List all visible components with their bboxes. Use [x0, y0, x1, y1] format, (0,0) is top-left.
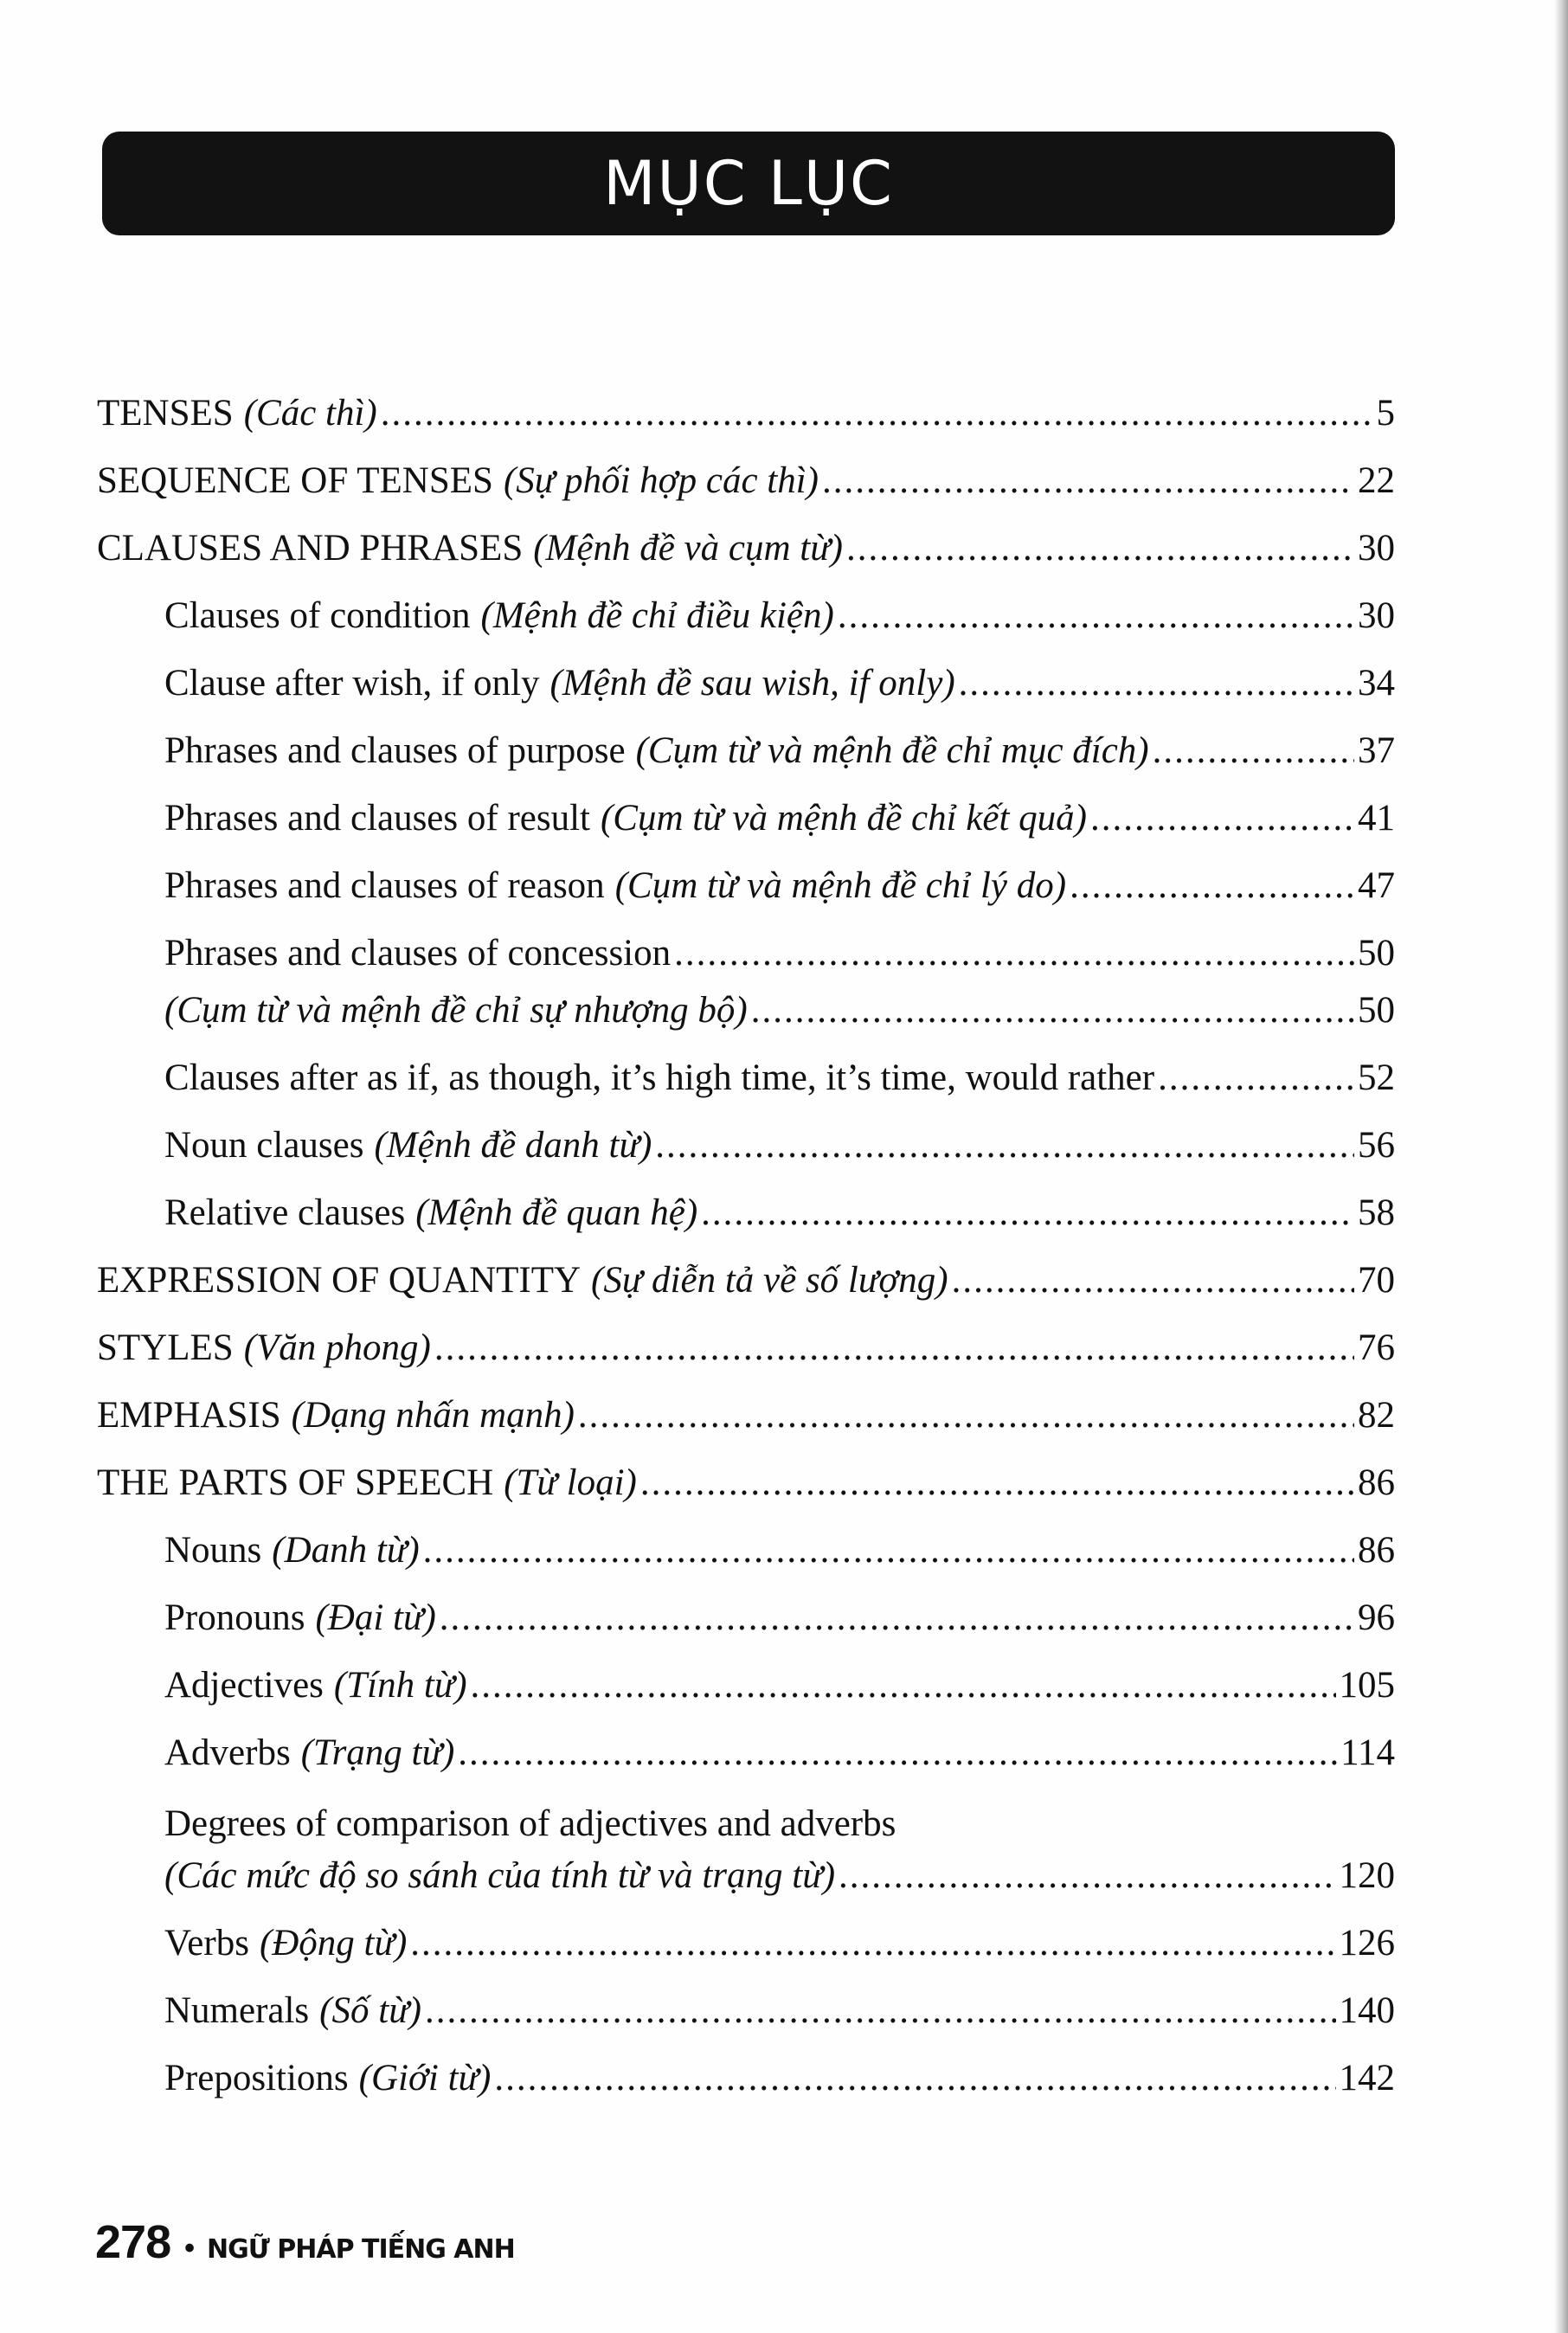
- toc-entry-parts-of-speech[interactable]: [97, 1459, 1395, 1507]
- toc-entry-page: 34: [1358, 663, 1395, 704]
- toc-entry-page: 30: [1358, 528, 1395, 569]
- leader-dots: [1070, 862, 1354, 910]
- toc-entry-label: Phrases and clauses of result: [164, 798, 590, 839]
- toc-entry-page: 86: [1358, 1462, 1395, 1503]
- page-edge-shadow: [1554, 0, 1568, 2333]
- toc-entry-label: Numerals: [164, 1990, 310, 2031]
- leader-dots: [1158, 1054, 1354, 1102]
- toc-entry-label: EXPRESSION OF QUANTITY: [97, 1260, 582, 1301]
- toc-entry-label: Noun clauses: [164, 1125, 364, 1166]
- toc-entry-sequence-of-tenses[interactable]: [97, 457, 1395, 505]
- toc-entry-tenses[interactable]: [97, 389, 1395, 438]
- leader-dots: [425, 1987, 1336, 2035]
- toc-entry-noun-clauses[interactable]: [164, 1122, 1395, 1170]
- toc-entry-numerals[interactable]: [164, 1987, 1395, 2035]
- toc-entry-page: 126: [1339, 1923, 1395, 1963]
- toc-entry-prepositions[interactable]: [164, 2054, 1395, 2103]
- toc-entry-relative-clauses[interactable]: [164, 1189, 1395, 1237]
- toc-entry-clause-after-wish[interactable]: [164, 659, 1395, 708]
- toc-entry-concession-vi[interactable]: [164, 987, 1395, 1035]
- toc-entry-page: 86: [1358, 1530, 1395, 1571]
- toc-entry-label: Pronouns: [164, 1597, 305, 1638]
- toc-entry-expression-of-quantity[interactable]: [97, 1256, 1395, 1305]
- toc-entry-label: STYLES: [97, 1327, 234, 1368]
- toc-entry-adjectives[interactable]: [164, 1661, 1395, 1710]
- leader-dots: [701, 1189, 1354, 1237]
- toc-entry-adverbs[interactable]: [164, 1729, 1395, 1777]
- toc-entry-subtitle: (Trạng từ): [300, 1732, 455, 1773]
- toc-entry-label: Phrases and clauses of concession: [164, 933, 672, 974]
- toc-entry-subtitle: (Văn phong): [243, 1327, 431, 1368]
- toc-entry-subtitle: (Đại từ): [315, 1597, 436, 1638]
- toc-entry-subtitle: (Giới từ): [358, 2058, 492, 2098]
- title-banner: [102, 132, 1395, 235]
- leader-dots: [751, 987, 1354, 1035]
- toc-entry-label: Adverbs: [164, 1732, 291, 1773]
- toc-entry-clauses-of-concession[interactable]: [164, 929, 1395, 978]
- leader-dots: [381, 389, 1373, 438]
- toc-entry-page: 30: [1358, 595, 1395, 636]
- toc-entry-page: 37: [1358, 730, 1395, 771]
- toc-entry-subtitle: (Sự phối hợp các thì): [503, 460, 819, 501]
- toc-entry-page: 56: [1358, 1125, 1395, 1166]
- leader-dots: [952, 1256, 1354, 1305]
- toc-entry-page: 82: [1358, 1395, 1395, 1436]
- toc-entry-label: Verbs: [164, 1923, 249, 1963]
- leader-dots: [674, 929, 1354, 978]
- toc-entry-page: 22: [1358, 460, 1395, 501]
- leader-dots: [822, 457, 1354, 505]
- page-footer: [95, 2215, 515, 2269]
- toc-entry-label: Degrees of comparison of adjectives and adverbs: [164, 1803, 896, 1844]
- toc-entry-subtitle: (Từ loại): [504, 1462, 637, 1503]
- toc-entry-clauses-of-result[interactable]: [164, 794, 1395, 843]
- toc-entry-label: SEQUENCE OF TENSES: [97, 460, 493, 501]
- toc-entry-nouns[interactable]: [164, 1526, 1395, 1575]
- leader-dots: [640, 1459, 1354, 1507]
- toc-entry-label: Phrases and clauses of purpose: [164, 730, 626, 771]
- toc-entry-subtitle: (Động từ): [259, 1923, 408, 1963]
- toc-entry-subtitle: (Cụm từ và mệnh đề chỉ lý do): [614, 865, 1067, 906]
- leader-dots: [410, 1919, 1335, 1968]
- page-title: MỤC LỤC: [603, 148, 894, 219]
- toc-entry-label: Clause after wish, if only: [164, 663, 540, 704]
- toc-entry-subtitle: (Cụm từ và mệnh đề chỉ mục đích): [635, 730, 1149, 771]
- toc-entry-label: TENSES: [97, 393, 234, 434]
- toc-entry-label: Clauses after as if, as though, it’s high time, it’s time, would rather: [164, 1057, 1155, 1098]
- toc-entry-page: 140: [1339, 1990, 1395, 2031]
- toc-entry-label: (Các mức độ so sánh của tính từ và trạng từ): [164, 1855, 836, 1896]
- toc-entry-subtitle: (Danh từ): [272, 1530, 420, 1571]
- toc-entry-label: Nouns: [164, 1530, 262, 1571]
- toc-entry-pronouns[interactable]: [164, 1594, 1395, 1642]
- toc-entry-label: THE PARTS OF SPEECH: [97, 1462, 494, 1503]
- toc-entry-page: 76: [1358, 1327, 1395, 1368]
- toc-entry-subtitle: (Mệnh đề sau wish, if only): [549, 663, 955, 704]
- toc-entry-clauses-and-phrases[interactable]: [97, 524, 1395, 573]
- toc-entry-page: 105: [1339, 1665, 1395, 1706]
- toc-entry-page: 50: [1358, 933, 1395, 974]
- leader-dots: [471, 1661, 1336, 1710]
- toc-entry-subtitle: (Số từ): [319, 1990, 421, 2031]
- toc-entry-subtitle: (Cụm từ và mệnh đề chỉ kết quả): [600, 798, 1087, 839]
- leader-dots: [423, 1526, 1354, 1575]
- leader-dots: [838, 592, 1354, 640]
- toc-entry-subtitle: (Mệnh đề chỉ điều kiện): [480, 595, 834, 636]
- page-number: 278: [95, 2216, 171, 2268]
- bullet-separator: •: [184, 2232, 196, 2265]
- toc-entry-label: Relative clauses: [164, 1192, 406, 1233]
- leader-dots: [846, 524, 1354, 573]
- toc-entry-degrees-of-comparison[interactable]: [164, 1800, 1395, 1848]
- toc-entry-clauses-after-as-if[interactable]: [164, 1054, 1395, 1102]
- leader-dots: [1153, 727, 1354, 775]
- toc-entry-subtitle: (Dạng nhấn mạnh): [291, 1395, 575, 1436]
- toc-entry-degrees-of-comparison-vi[interactable]: [164, 1852, 1395, 1900]
- toc-entry-subtitle: (Sự diễn tả về số lượng): [591, 1260, 948, 1301]
- toc-entry-emphasis[interactable]: [97, 1391, 1395, 1440]
- toc-entry-styles[interactable]: [97, 1324, 1395, 1372]
- toc-entry-subtitle: (Mệnh đề và cụm từ): [533, 528, 843, 569]
- toc-entry-clauses-of-reason[interactable]: [164, 862, 1395, 910]
- toc-entry-label: Adjectives: [164, 1665, 324, 1706]
- toc-entry-page: 114: [1340, 1732, 1395, 1773]
- toc-entry-page: 120: [1339, 1855, 1395, 1896]
- toc-entry-page: 47: [1358, 865, 1395, 906]
- toc-entry-subtitle: (Tính từ): [333, 1665, 467, 1706]
- leader-dots: [1090, 794, 1354, 843]
- leader-dots: [839, 1852, 1335, 1900]
- toc-entry-subtitle: (Mệnh đề quan hệ): [415, 1192, 698, 1233]
- leader-dots: [494, 2054, 1335, 2103]
- toc-entry-clauses-of-purpose[interactable]: [164, 727, 1395, 775]
- toc-entry-page: 52: [1358, 1057, 1395, 1098]
- leader-dots: [440, 1594, 1354, 1642]
- toc-entry-label: Phrases and clauses of reason: [164, 865, 605, 906]
- toc-entry-label: Clauses of condition: [164, 595, 471, 636]
- book-title: NGỮ PHÁP TIẾNG ANH: [207, 2234, 515, 2265]
- leader-dots: [578, 1391, 1354, 1440]
- toc-entry-page: 50: [1358, 990, 1395, 1031]
- leader-dots: [655, 1122, 1354, 1170]
- toc-entry-page: 5: [1376, 393, 1395, 434]
- toc-entry-page: 41: [1358, 798, 1395, 839]
- toc-entry-verbs[interactable]: [164, 1919, 1395, 1968]
- toc-entry-page: 70: [1358, 1260, 1395, 1301]
- leader-dots: [959, 659, 1354, 708]
- toc-entry-label: Prepositions: [164, 2058, 349, 2098]
- toc-entry-label: CLAUSES AND PHRASES: [97, 528, 524, 569]
- toc-entry-label: (Cụm từ và mệnh đề chỉ sự nhượng bộ): [164, 990, 748, 1031]
- toc-entry-clauses-of-condition[interactable]: [164, 592, 1395, 640]
- leader-dots: [458, 1729, 1337, 1777]
- toc-entry-subtitle: (Mệnh đề danh từ): [374, 1125, 652, 1166]
- toc-entry-page: 96: [1358, 1597, 1395, 1638]
- toc-entry-label: EMPHASIS: [97, 1395, 281, 1436]
- leader-dots: [434, 1324, 1354, 1372]
- toc-entry-page: 142: [1339, 2058, 1395, 2098]
- toc-entry-subtitle: (Các thì): [243, 393, 377, 434]
- toc-entry-page: 58: [1358, 1192, 1395, 1233]
